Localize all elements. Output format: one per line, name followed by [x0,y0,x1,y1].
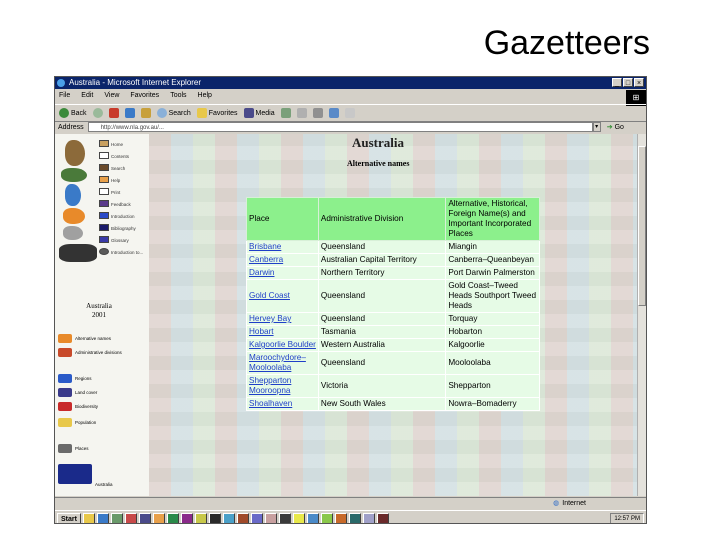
minimize-button[interactable]: _ [612,78,622,87]
place-link[interactable]: Gold Coast [247,280,319,313]
taskbar-app-icon[interactable] [223,513,235,524]
favorites-icon [197,108,207,118]
start-button[interactable]: Start [57,513,81,524]
address-dropdown-icon[interactable]: ▾ [593,122,601,132]
taskbar-app-icon[interactable] [237,513,249,524]
feedback-link[interactable]: Feedback [111,202,131,207]
biodiversity-link[interactable]: Biodiversity [75,404,99,409]
division-cell: Queensland [318,280,445,313]
toolbar [55,104,646,122]
print-icon[interactable] [313,108,323,118]
australia-flag-icon[interactable] [58,464,92,484]
help-nav-icon[interactable] [99,176,109,183]
go-label: Go [614,123,624,131]
division-cell: Tasmania [318,326,445,339]
menu-view[interactable]: View [104,92,120,99]
population-link[interactable]: Population [75,420,97,425]
home-link[interactable]: Home [111,142,124,147]
taskbar-app-icon[interactable] [195,513,207,524]
land-cover-link[interactable]: Land cover [75,390,98,395]
search-button[interactable] [157,108,191,118]
media-label: Media [255,109,275,117]
country-caption [69,302,129,320]
taskbar-app-icon[interactable] [377,513,389,524]
places-link[interactable]: Places [75,446,89,451]
table-row [247,398,540,411]
search-label: Search [168,109,191,117]
media-button[interactable] [244,108,275,118]
quicklaunch-icon[interactable] [97,513,109,524]
intro-link[interactable]: Introduction to... [111,250,144,255]
population-icon[interactable] [58,418,72,427]
alt-names-cell: Torquay [446,313,540,326]
contents-link[interactable]: Contents [111,154,130,159]
table-row [247,241,540,254]
regions-icon[interactable] [58,374,72,383]
bibliography-nav-icon[interactable] [99,224,109,231]
taskbar-app-icon[interactable] [265,513,277,524]
antarctica-map-icon[interactable] [63,226,83,240]
world-map-icon[interactable] [59,244,97,262]
address-bar [55,121,646,133]
maximize-button[interactable]: □ [623,78,633,87]
back-label: Back [71,109,87,117]
division-cell: Western Australia [318,339,445,352]
forward-arrow-icon[interactable] [93,108,103,118]
page-subheading: Alternative names [347,159,410,168]
alt-names-icon[interactable] [58,334,72,343]
quicklaunch-icon[interactable] [111,513,123,524]
quicklaunch-icon[interactable] [83,513,95,524]
taskbar-app-icon[interactable] [335,513,347,524]
place-link[interactable]: Kalgoorlie Boulder [247,339,319,352]
table-row [247,267,540,280]
page-content [55,134,640,496]
alt-names-cell: Hobarton [446,326,540,339]
table-header-row [247,198,540,241]
table-row [247,313,540,326]
gazetteer-table [246,197,540,411]
place-link[interactable]: Brisbane [247,241,319,254]
alt-names-cell: Miangin [446,241,540,254]
refresh-icon[interactable] [125,108,135,118]
menu-help[interactable]: Help [197,92,212,99]
alt-names-link[interactable]: Alternative names [75,336,112,341]
taskbar-app-icon[interactable] [167,513,179,524]
place-link[interactable]: Darwin [247,267,319,280]
taskbar-app-icon[interactable] [251,513,263,524]
zone-label: Internet [562,500,586,507]
search-icon [157,108,167,118]
asia-map-icon[interactable] [61,168,87,182]
favorites-button[interactable] [197,108,238,118]
stop-icon[interactable] [109,108,119,118]
contents-nav-icon[interactable] [99,152,109,159]
edit-icon[interactable] [329,108,339,118]
taskbar-app-icon[interactable] [181,513,193,524]
division-cell: Queensland [318,352,445,375]
slide-title: Gazetteers [483,24,650,62]
internet-zone-icon: ◍ [553,500,560,507]
place-link[interactable]: Hobart [247,326,319,339]
place-link[interactable]: Canberra [247,254,319,267]
mail-icon[interactable] [297,108,307,118]
africa-map-icon[interactable] [65,140,85,166]
place-link[interactable]: Shoalhaven [247,398,319,411]
go-arrow-icon: ➔ [606,124,613,131]
menu-bar [55,90,646,102]
division-cell: Northern Territory [318,267,445,280]
division-cell: Australian Capital Territory [318,254,445,267]
place-link[interactable]: Hervey Bay [247,313,319,326]
table-row [247,254,540,267]
alt-names-cell: Port Darwin Palmerston [446,267,540,280]
menu-tools[interactable]: Tools [170,92,187,99]
alt-names-cell: Mooloolaba [446,352,540,375]
window-title: Australia - Microsoft Internet Explorer [69,78,202,87]
media-icon [244,108,254,118]
alt-names-cell: Gold Coast–Tweed Heads Southport Tweed Heads [446,280,540,313]
scrollbar-thumb[interactable] [638,146,646,306]
home-nav-icon[interactable] [99,140,109,147]
header-alt-names: Alternative, Historical, Foreign Name(s) and Important Incorporated Places [446,198,540,241]
vertical-scrollbar[interactable] [637,134,646,496]
print-link[interactable]: Print [111,190,121,195]
window-titlebar[interactable] [55,77,646,89]
table-row [247,339,540,352]
places-icon[interactable] [58,444,72,453]
regions-link[interactable]: Regions [75,376,92,381]
quicklaunch-icon[interactable] [125,513,137,524]
admin-divisions-icon[interactable] [58,348,72,357]
place-link[interactable]: Shepparton Mooroopna [247,375,319,398]
division-cell: Victoria [318,375,445,398]
back-button[interactable] [59,108,87,118]
help-link[interactable]: Help [111,178,121,183]
taskbar-app-icon[interactable] [293,513,305,524]
address-label: Address [58,123,84,131]
introduction-link[interactable]: Introduction [111,214,135,219]
feedback-nav-icon[interactable] [99,200,109,207]
address-input[interactable]: http://www.nla.gov.au/... [88,122,593,132]
browser-window [54,76,647,524]
close-button[interactable]: × [634,78,644,87]
menu-file[interactable]: File [59,92,71,99]
search-link[interactable]: Search [111,166,126,171]
go-button[interactable] [607,123,624,131]
country-label: Australia [86,302,112,310]
place-link[interactable]: Maroochydore–Mooloolaba [247,352,319,375]
taskbar-app-icon[interactable] [349,513,361,524]
history-icon[interactable] [281,108,291,118]
australia-map-icon[interactable] [63,208,85,224]
intro-nav-icon[interactable] [99,248,109,255]
menu-edit[interactable]: Edit [81,92,94,99]
division-cell: Queensland [318,241,445,254]
windows-logo-icon: ⊞ [626,90,646,106]
taskbar [55,510,646,524]
table-row [247,352,540,375]
header-division: Administrative Division [318,198,445,241]
favorites-label: Favorites [208,109,238,117]
glossary-nav-icon[interactable] [99,236,109,243]
alt-names-cell: Kalgoorlie [446,339,540,352]
home-icon[interactable] [141,108,151,118]
admin-divisions-link[interactable]: Administrative divisions [75,350,122,355]
discuss-icon[interactable] [345,108,355,118]
table-row [247,375,540,398]
alt-names-cell: Shepparton [446,375,540,398]
status-bar [55,497,646,510]
australia-link[interactable]: Australia [95,482,113,487]
country-year: 2001 [92,311,106,319]
taskbar-app-icon[interactable] [363,513,375,524]
system-clock: 12:57 PM [610,513,644,524]
back-arrow-icon [59,108,69,118]
page-heading: Australia [352,135,404,150]
print-nav-icon[interactable] [99,188,109,195]
alt-names-cell: Nowra–Bomaderry [446,398,540,411]
ie-icon [57,79,65,87]
land-cover-icon[interactable] [58,388,72,397]
menu-favorites[interactable]: Favorites [130,92,160,99]
introduction-nav-icon[interactable] [99,212,109,219]
taskbar-app-icon[interactable] [321,513,333,524]
glossary-link[interactable]: Glossary [111,238,129,243]
taskbar-app-icon[interactable] [139,513,151,524]
alt-names-cell: Canberra–Queanbeyan [446,254,540,267]
table-row [247,280,540,313]
division-cell: Queensland [318,313,445,326]
taskbar-app-icon[interactable] [307,513,319,524]
taskbar-app-icon[interactable] [153,513,165,524]
taskbar-app-icon[interactable] [209,513,221,524]
table-row [247,326,540,339]
americas-map-icon[interactable] [65,184,81,206]
taskbar-app-icon[interactable] [279,513,291,524]
search-nav-icon[interactable] [99,164,109,171]
biodiversity-icon[interactable] [58,402,72,411]
header-place: Place [247,198,319,241]
sidebar [55,134,149,496]
bibliography-link[interactable]: Bibliography [111,226,136,231]
division-cell: New South Wales [318,398,445,411]
